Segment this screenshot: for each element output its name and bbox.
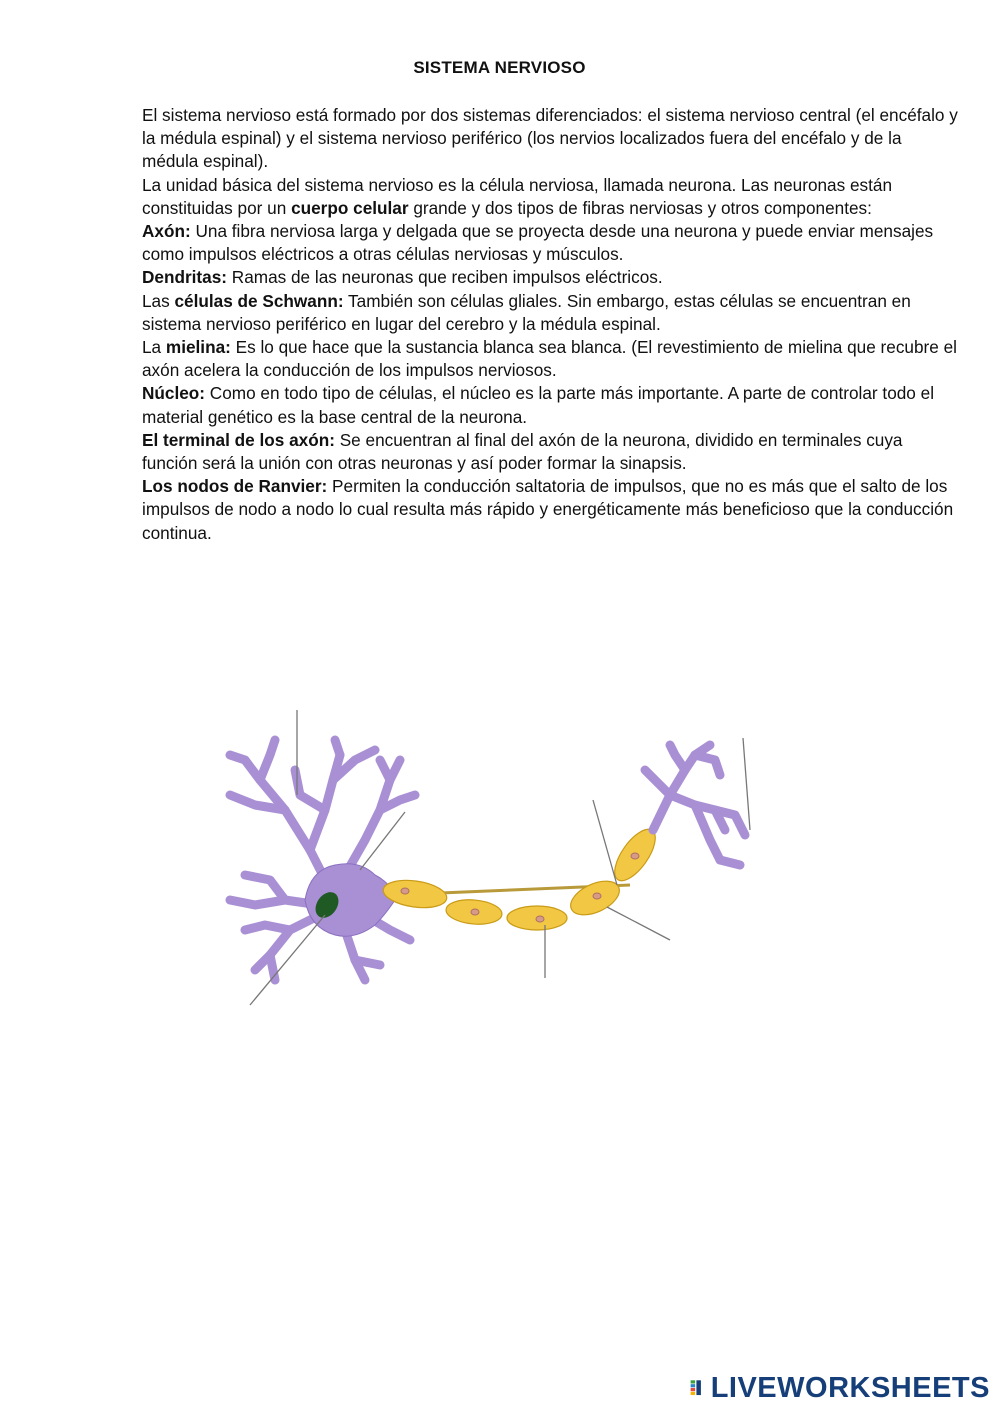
dendrite (335, 740, 340, 755)
schwann-nucleus (631, 853, 639, 859)
paragraph: Las células de Schwann: También son células gliales. Sin embargo, estas células se encuentran en sistema nervioso periférico en lugar del cerebro y la médula espinal. (142, 290, 911, 334)
schwann-nucleus (593, 893, 601, 899)
axon-terminal (720, 860, 740, 865)
axon-terminals (645, 745, 745, 865)
paragraph: Dendritas: Ramas de las neuronas que reciben impulsos eléctricos. (142, 267, 663, 288)
paragraph: El sistema nervioso está formado por dos sistemas diferenciados: el sistema nervioso central (el encéfalo y la médula espinal) y el sistema nervioso periférico (los nervios localizados fuera del encéfalo y de la médula espinal). (142, 105, 958, 172)
schwann-nucleus (401, 888, 409, 894)
dendrite (355, 960, 380, 965)
term: Axón: (142, 221, 191, 242)
paragraph: Los nodos de Ranvier: Permiten la conducción saltatoria de impulsos, que no es más que el salto de los impulsos de nodo a nodo lo cual resulta más rápido y energéticamente más beneficioso que la conducción continua. (142, 476, 954, 543)
paragraph: Axón: Una fibra nerviosa larga y delgada que se proyecta desde una neurona y puede enviar mensajes como impulsos eléctricos a otras células nerviosas y músculos. (142, 221, 934, 265)
leader-line (607, 907, 670, 940)
liveworksheets-wordmark: LIVEWORKSHEETS (710, 1371, 990, 1404)
myelin-sheath (382, 877, 449, 912)
term: Los nodos de Ranvier: (142, 476, 328, 497)
dendrite (230, 755, 245, 760)
term: cuerpo celular (291, 197, 409, 218)
leader-line (743, 738, 750, 830)
document-title: SISTEMA NERVIOSO (413, 58, 586, 77)
term: Núcleo: (142, 383, 206, 404)
paragraph: La unidad básica del sistema nervioso es la célula nerviosa, llamada neurona. Las neuronas están constituidas por un cuerpo celular grande y dos tipos de fibras nerviosas y otros componentes: (142, 174, 893, 218)
liveworksheets-logo (690, 1372, 990, 1404)
term: El terminal de los axón: (142, 429, 335, 450)
schwann-nucleus (471, 909, 479, 915)
dendrite (245, 925, 290, 930)
term: Dendritas: (142, 267, 227, 288)
paragraph: La mielina: Es lo que hace que la sustancia blanca sea blanca. (El revestimiento de mielina que recubre el axón acelera la conducción de los impulsos nerviosos. (142, 337, 957, 381)
neuron-diagram (215, 700, 770, 1020)
dendrite (380, 760, 390, 780)
paragraph: El terminal de los axón: Se encuentran al final del axón de la neurona, dividido en terminales cuya función será la unión con otras neuronas y así poder formar la sinapsis. (142, 429, 903, 474)
axon-terminal (645, 770, 670, 795)
dendrite (295, 770, 325, 810)
schwann-nucleus (536, 916, 544, 922)
axon-terminal (670, 745, 685, 770)
term: células de Schwann: (174, 290, 344, 311)
paragraph: Núcleo: Como en todo tipo de células, el núcleo es la parte más importante. A parte de controlar todo el material genético es la base central de la neurona. (142, 383, 935, 427)
dendrite (260, 740, 275, 780)
dendrite (345, 930, 365, 980)
dendrites (230, 740, 415, 980)
axon-terminal (695, 755, 720, 775)
term: mielina: (165, 337, 231, 358)
leader-line (593, 800, 617, 885)
body-text (142, 104, 962, 545)
liveworksheets-logo-icon (690, 1374, 707, 1402)
dendrite (245, 875, 285, 900)
